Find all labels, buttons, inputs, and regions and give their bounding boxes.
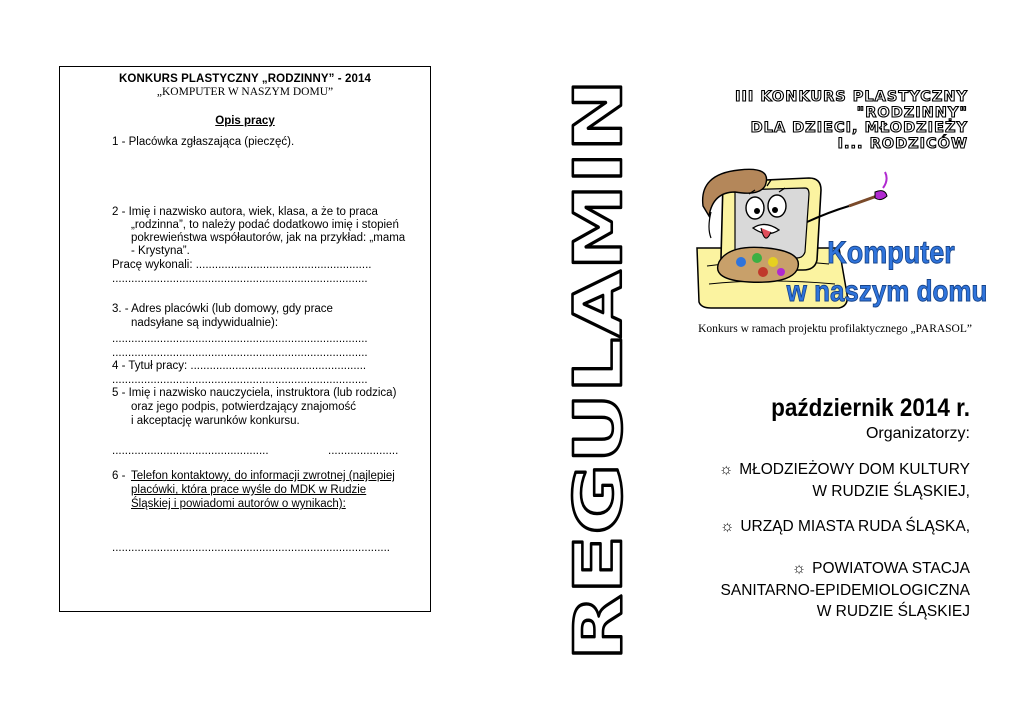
organizer-3 bbox=[721, 558, 970, 623]
contest-title bbox=[735, 90, 968, 152]
form-line: i akceptację warunków konkursu. bbox=[131, 415, 300, 427]
form-subtitle: „KOMPUTER W NASZYM DOMU” bbox=[156, 86, 334, 98]
form-line: - Krystyna”. bbox=[131, 245, 190, 257]
project-note: Konkurs w ramach projektu profilaktycznego „PARASOL” bbox=[698, 323, 972, 335]
form-line: „rodzinna”, to należy podać dodatkowo imię i stopień bbox=[131, 219, 399, 231]
form-line: ....................................................................................... bbox=[112, 542, 390, 554]
date: październik 2014 r. bbox=[771, 394, 970, 422]
form-line: pokrewieństwa współautorów, jak na przykład: „mama bbox=[131, 232, 406, 244]
sun-icon: ☼ bbox=[720, 518, 735, 535]
form-line: Pracę wykonali: ....................................................... bbox=[112, 259, 372, 271]
organizer-line: W RUDZIE ŚLĄSKIEJ, bbox=[812, 482, 970, 500]
entry-form bbox=[59, 66, 431, 612]
organizer-2 bbox=[720, 516, 970, 538]
form-heading: Opis pracy bbox=[215, 115, 275, 127]
organizer-line: POWIATOWA STACJA bbox=[812, 560, 970, 577]
vertical-title-text: REGULAMIN bbox=[560, 218, 637, 661]
contest-title-line: "RODZINNY" bbox=[856, 104, 968, 121]
contest-title-line: III KONKURS PLASTYCZNY bbox=[735, 89, 968, 105]
form-line: ................................................................................ bbox=[112, 374, 368, 386]
form-line: 4 - Tytuł pracy: ....................................................... bbox=[112, 360, 367, 372]
form-line-number: 6 - bbox=[112, 470, 126, 482]
logo-line-2: w naszym domu bbox=[786, 274, 988, 308]
contest-title-line: I... RODZICÓW bbox=[837, 135, 968, 152]
form-line: nadsyłane są indywidualnie): bbox=[131, 317, 279, 329]
form-line: placówki, która prace wyśle do MDK w Rudzie bbox=[131, 484, 367, 496]
form-line: ................................................................................ bbox=[112, 273, 368, 285]
form-title: KONKURS PLASTYCZNY „RODZINNY” - 2014 bbox=[119, 73, 371, 85]
organizer-line: MŁODZIEŻOWY DOM KULTURY bbox=[739, 461, 970, 478]
form-line: Telefon kontaktowy, do informacji zwrotnej (najlepiej bbox=[131, 470, 395, 482]
sun-icon: ☼ bbox=[791, 560, 807, 577]
sun-icon: ☼ bbox=[718, 461, 734, 478]
form-line: 1 - Placówka zgłaszająca (pieczęć). bbox=[112, 136, 295, 148]
form-line: ................................................................................ bbox=[112, 333, 368, 345]
form-line: ...................... bbox=[328, 445, 399, 457]
form-line: oraz jego podpis, potwierdzający znajomość bbox=[131, 401, 357, 413]
computer-painter-illustration bbox=[689, 166, 988, 314]
form-line: 5 - Imię i nazwisko nauczyciela, instruktora (lub rodzica) bbox=[112, 387, 397, 399]
form-line: Śląskiej i powiadomi autorów o wynikach): bbox=[131, 498, 346, 510]
organizer-line: W RUDZIE ŚLĄSKIEJ bbox=[816, 603, 970, 620]
organizer-line: SANITARNO-EPIDEMIOLOGICZNA bbox=[720, 581, 970, 599]
form-line: 2 - Imię i nazwisko autora, wiek, klasa, a że to praca bbox=[112, 206, 378, 218]
contest-title-line: DLA DZIECI, MŁODZIEŻY bbox=[750, 120, 968, 136]
organizers-label: Organizatorzy: bbox=[865, 425, 970, 442]
form-line: 3. - Adres placówki (lub domowy, gdy prace bbox=[112, 303, 333, 315]
logo-line-1: Komputer bbox=[827, 236, 955, 271]
form-line: ................................................................................ bbox=[112, 347, 368, 359]
organizer-1 bbox=[719, 459, 970, 502]
organizer-line: URZĄD MIASTA RUDA ŚLĄSKA, bbox=[740, 518, 970, 535]
form-line: ................................................. bbox=[112, 445, 269, 457]
vertical-title bbox=[560, 74, 637, 664]
